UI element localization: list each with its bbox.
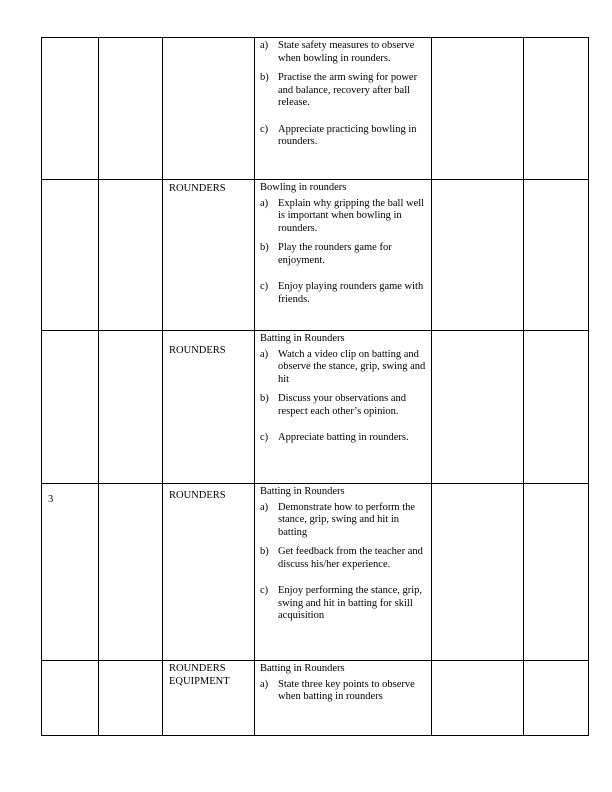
list-item: c) Enjoy performing the stance, grip, swing and hit in batting for skill acquisition (260, 585, 423, 621)
topic-cell: ROUNDERS (163, 180, 255, 331)
week-cell: 3 (42, 484, 99, 661)
list-item: a) State safety measures to observe when bowling in rounders. (260, 40, 415, 64)
list-item: c) Appreciate practicing bowling in rounders. (260, 123, 417, 147)
list-item: b) Discuss your observations and respect each other’s opinion. (260, 393, 407, 417)
lesson-cell (99, 331, 163, 484)
list-item: c) Appreciate batting in rounders. (260, 432, 409, 443)
table-row (42, 484, 589, 661)
objectives-cell (255, 331, 432, 484)
list-item: a) Watch a video clip on batting and observe the stance, grip, swing and hit (260, 348, 426, 385)
empty-cell (524, 484, 589, 661)
empty-cell (432, 331, 524, 484)
week-cell (42, 180, 99, 331)
table-row (42, 180, 589, 331)
topic-cell: ROUNDERS EQUIPMENT (163, 661, 255, 736)
lesson-title: Batting in Rounders (260, 333, 345, 344)
objectives-cell (255, 484, 432, 661)
week-cell (42, 661, 99, 736)
list-item: a) Demonstrate how to perform the stance, grip, swing and hit in batting (260, 501, 416, 538)
topic-cell: ROUNDERS (163, 331, 255, 484)
list-item: b) Play the rounders game for enjoyment. (260, 242, 392, 266)
objectives-cell (255, 38, 432, 180)
list-item: c) Enjoy playing rounders game with friends. (260, 281, 424, 305)
empty-cell (524, 180, 589, 331)
empty-cell (524, 331, 589, 484)
list-item: b) Get feedback from the teacher and discuss his/her experience. (260, 546, 423, 570)
lesson-cell (99, 661, 163, 736)
scheme-of-work-table (41, 37, 589, 736)
lesson-cell (99, 38, 163, 180)
empty-cell (432, 661, 524, 736)
empty-cell (524, 661, 589, 736)
table-row (42, 38, 589, 180)
objectives-cell (255, 180, 432, 331)
list-item: b) Practise the arm swing for power and balance, recovery after ball release. (260, 72, 418, 108)
list-item: a) Explain why gripping the ball well is important when bowling in rounders. (260, 197, 425, 234)
empty-cell (432, 180, 524, 331)
empty-cell (432, 484, 524, 661)
lesson-title: Bowling in rounders (260, 182, 347, 193)
table-row (42, 331, 589, 484)
list-item: a) State three key points to observe when batting in rounders (260, 678, 415, 702)
empty-cell (432, 38, 524, 180)
topic-cell: ROUNDERS (163, 484, 255, 661)
objectives-cell (255, 661, 432, 736)
lesson-cell (99, 484, 163, 661)
empty-cell (524, 38, 589, 180)
lesson-cell (99, 180, 163, 331)
topic-cell (163, 38, 255, 180)
lesson-title: Batting in Rounders (260, 486, 345, 497)
table-row (42, 661, 589, 736)
week-cell (42, 331, 99, 484)
week-cell (42, 38, 99, 180)
lesson-title: Batting in Rounders (260, 663, 345, 674)
